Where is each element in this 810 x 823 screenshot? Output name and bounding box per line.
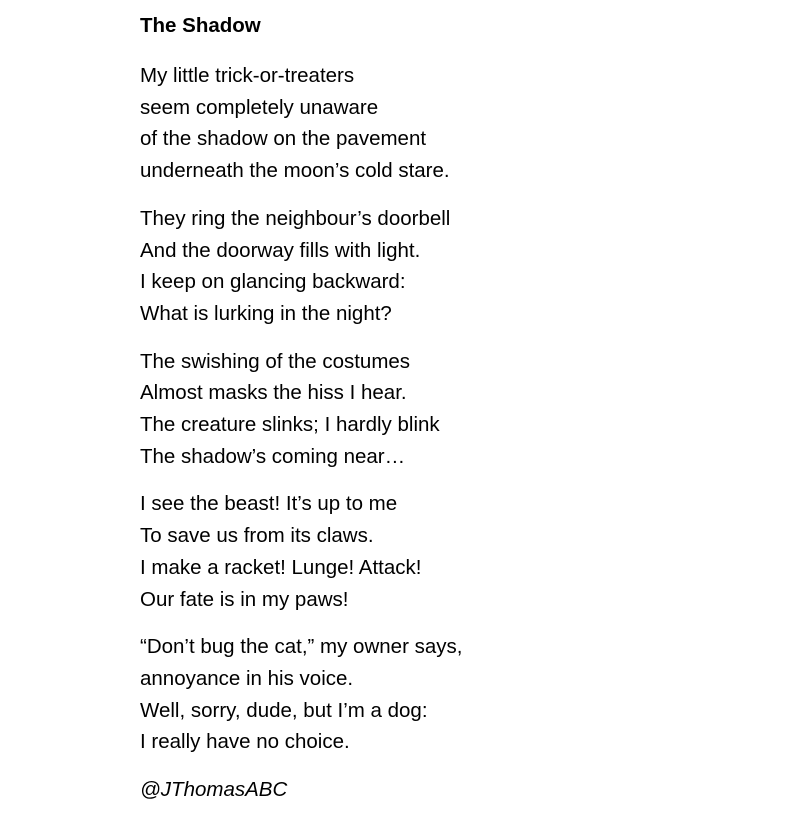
poem-line: “Don’t bug the cat,” my owner says,: [140, 635, 463, 659]
stanza-1: [140, 60, 760, 187]
poem-line: I keep on glancing backward:: [140, 270, 406, 294]
poem-line: What is lurking in the night?: [140, 301, 392, 325]
poem: [140, 12, 760, 806]
poem-line: Our fate is in my paws!: [140, 587, 349, 611]
poem-title: The Shadow: [140, 14, 261, 37]
stanza-3: [140, 346, 760, 473]
poem-line: seem completely unaware: [140, 95, 379, 119]
poem-line: Almost masks the hiss I hear.: [140, 381, 407, 405]
poem-line: I make a racket! Lunge! Attack!: [140, 555, 422, 579]
stanza-4: [140, 488, 760, 615]
author-handle: @JThomasABC: [140, 778, 288, 802]
poem-line: And the doorway fills with light.: [140, 238, 421, 262]
poem-line: Well, sorry, dude, but I’m a dog:: [140, 698, 428, 722]
poem-line: They ring the neighbour’s doorbell: [140, 206, 451, 230]
poem-line: I really have no choice.: [140, 730, 350, 754]
poem-line: The shadow’s coming near…: [140, 444, 406, 468]
poem-line: The creature slinks; I hardly blink: [140, 413, 440, 437]
poem-line: My little trick-or-treaters: [140, 64, 355, 87]
poem-line: underneath the moon’s cold stare.: [140, 159, 450, 183]
poem-line: The swishing of the costumes: [140, 349, 411, 373]
poem-line: of the shadow on the pavement: [140, 127, 427, 151]
poem-line: To save us from its claws.: [140, 524, 374, 548]
stanza-2: [140, 203, 760, 330]
poem-line: I see the beast! It’s up to me: [140, 492, 398, 516]
stanza-5: [140, 631, 760, 758]
poem-line: annoyance in his voice.: [140, 666, 354, 690]
